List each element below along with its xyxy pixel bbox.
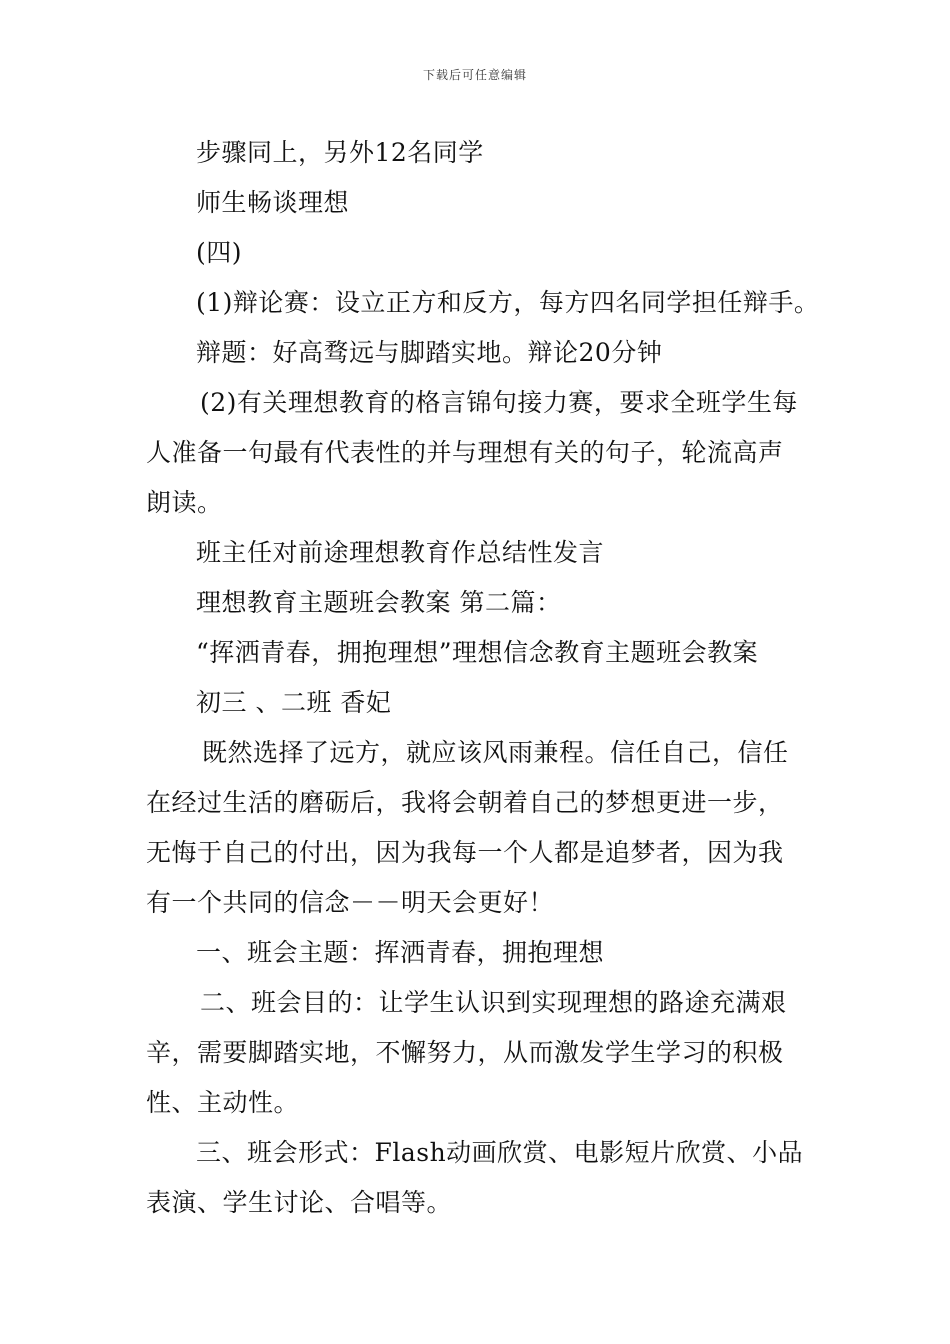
text-line: 有一个共同的信念－－明天会更好！ [146, 888, 555, 917]
text-line: 师生畅谈理想 [196, 188, 350, 217]
text-line: 在经过生活的磨砺后，我将会朝着自己的梦想更进一步， [146, 788, 784, 817]
text-line: 朗读。 [146, 488, 223, 517]
text-line: 辛，需要脚踏实地，不懈努力，从而激发学生学习的积极 [146, 1038, 784, 1067]
text-line: (2)有关理想教育的格言锦句接力赛，要求全班学生每 [200, 388, 798, 417]
lesson-title: “挥洒青春，拥抱理想”理想信念教育主题班会教案 [196, 638, 759, 667]
text-line: 无悔于自己的付出，因为我每一个人都是追梦者，因为我 [146, 838, 784, 867]
section-heading: 理想教育主题班会教案 第二篇： [196, 588, 562, 617]
text-line: 一、班会主题：挥洒青春，拥抱理想 [196, 938, 605, 967]
class-author: 初三 、二班 香妃 [196, 688, 392, 717]
text-line: (四) [196, 238, 243, 267]
document-body [146, 128, 820, 1228]
text-line: 既然选择了远方，就应该风雨兼程。信任自己，信任 [202, 738, 789, 767]
text-line: 三、班会形式：Flash动画欣赏、电影短片欣赏、小品 [196, 1138, 804, 1167]
text-line: 二、班会目的：让学生认识到实现理想的路途充满艰 [200, 988, 787, 1017]
text-line: 班主任对前途理想教育作总结性发言 [196, 538, 605, 567]
page-header-note: 下载后可任意编辑 [422, 68, 527, 82]
text-line: 步骤同上，另外12名同学 [196, 138, 484, 167]
text-line: (1)辩论赛：设立正方和反方，每方四名同学担任辩手。 [196, 288, 820, 317]
text-line: 表演、学生讨论、合唱等。 [146, 1188, 453, 1217]
text-line: 人准备一句最有代表性的并与理想有关的句子，轮流高声 [146, 438, 784, 467]
text-line: 性、主动性。 [146, 1088, 300, 1117]
text-line: 辩题：好高骛远与脚踏实地。辩论20分钟 [196, 338, 663, 367]
